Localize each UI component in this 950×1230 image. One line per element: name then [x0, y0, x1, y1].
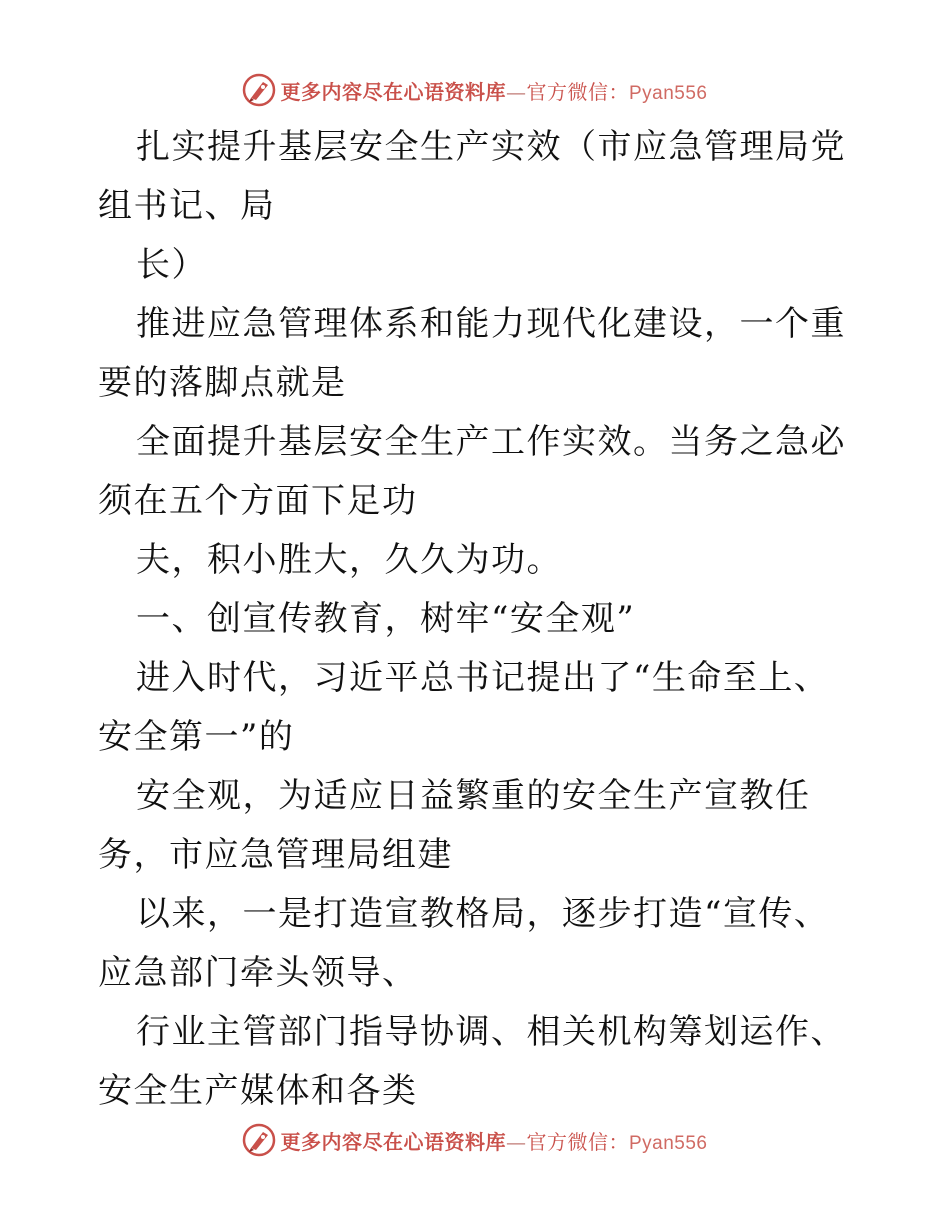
paragraph: 夫，积小胜大，久久为功。 — [136, 540, 562, 580]
pen-nib-icon — [242, 1123, 276, 1157]
paragraph: 安全观，为适应日益繁重的安全生产宣教任务，市应急管理局组建 — [98, 776, 811, 875]
watermark-wechat-id: Pyan556 — [628, 1132, 708, 1154]
watermark-wechat-label: 官方微信： — [526, 79, 629, 104]
paragraph: 扎实提升基层安全生产实效（市应急管理局党组书记、局 — [98, 127, 846, 226]
watermark-text — [280, 1126, 707, 1155]
header-watermark — [0, 70, 950, 110]
paragraph: 行业主管部门指导协调、相关机构筹划运作、安全生产媒体和各类 — [98, 1012, 846, 1111]
paragraph: 全面提升基层安全生产工作实效。当务之急必须在五个方面下足功 — [98, 422, 846, 521]
footer-watermark — [0, 1120, 950, 1160]
watermark-text — [280, 76, 707, 105]
watermark-wechat-id: Pyan556 — [628, 82, 708, 104]
section-heading: 一、创宣传教育，树牢“安全观” — [136, 599, 636, 639]
paragraph: 推进应急管理体系和能力现代化建设，一个重要的落脚点就是 — [98, 304, 846, 403]
paragraph: 以来，一是打造宣教格局，逐步打造“宣传、应急部门牵头领导、 — [98, 894, 830, 993]
watermark-brand: 更多内容尽在心语资料库 — [280, 1129, 506, 1154]
watermark-dash: — — [505, 1129, 527, 1154]
watermark-wechat-label: 官方微信： — [526, 1129, 629, 1154]
watermark-brand: 更多内容尽在心语资料库 — [280, 79, 506, 104]
paragraph: 长） — [136, 245, 207, 285]
watermark-dash: — — [505, 79, 527, 104]
document-body — [98, 118, 858, 1121]
paragraph: 进入时代，习近平总书记提出了“生命至上、安全第一”的 — [98, 658, 830, 757]
pen-nib-icon — [242, 73, 276, 107]
